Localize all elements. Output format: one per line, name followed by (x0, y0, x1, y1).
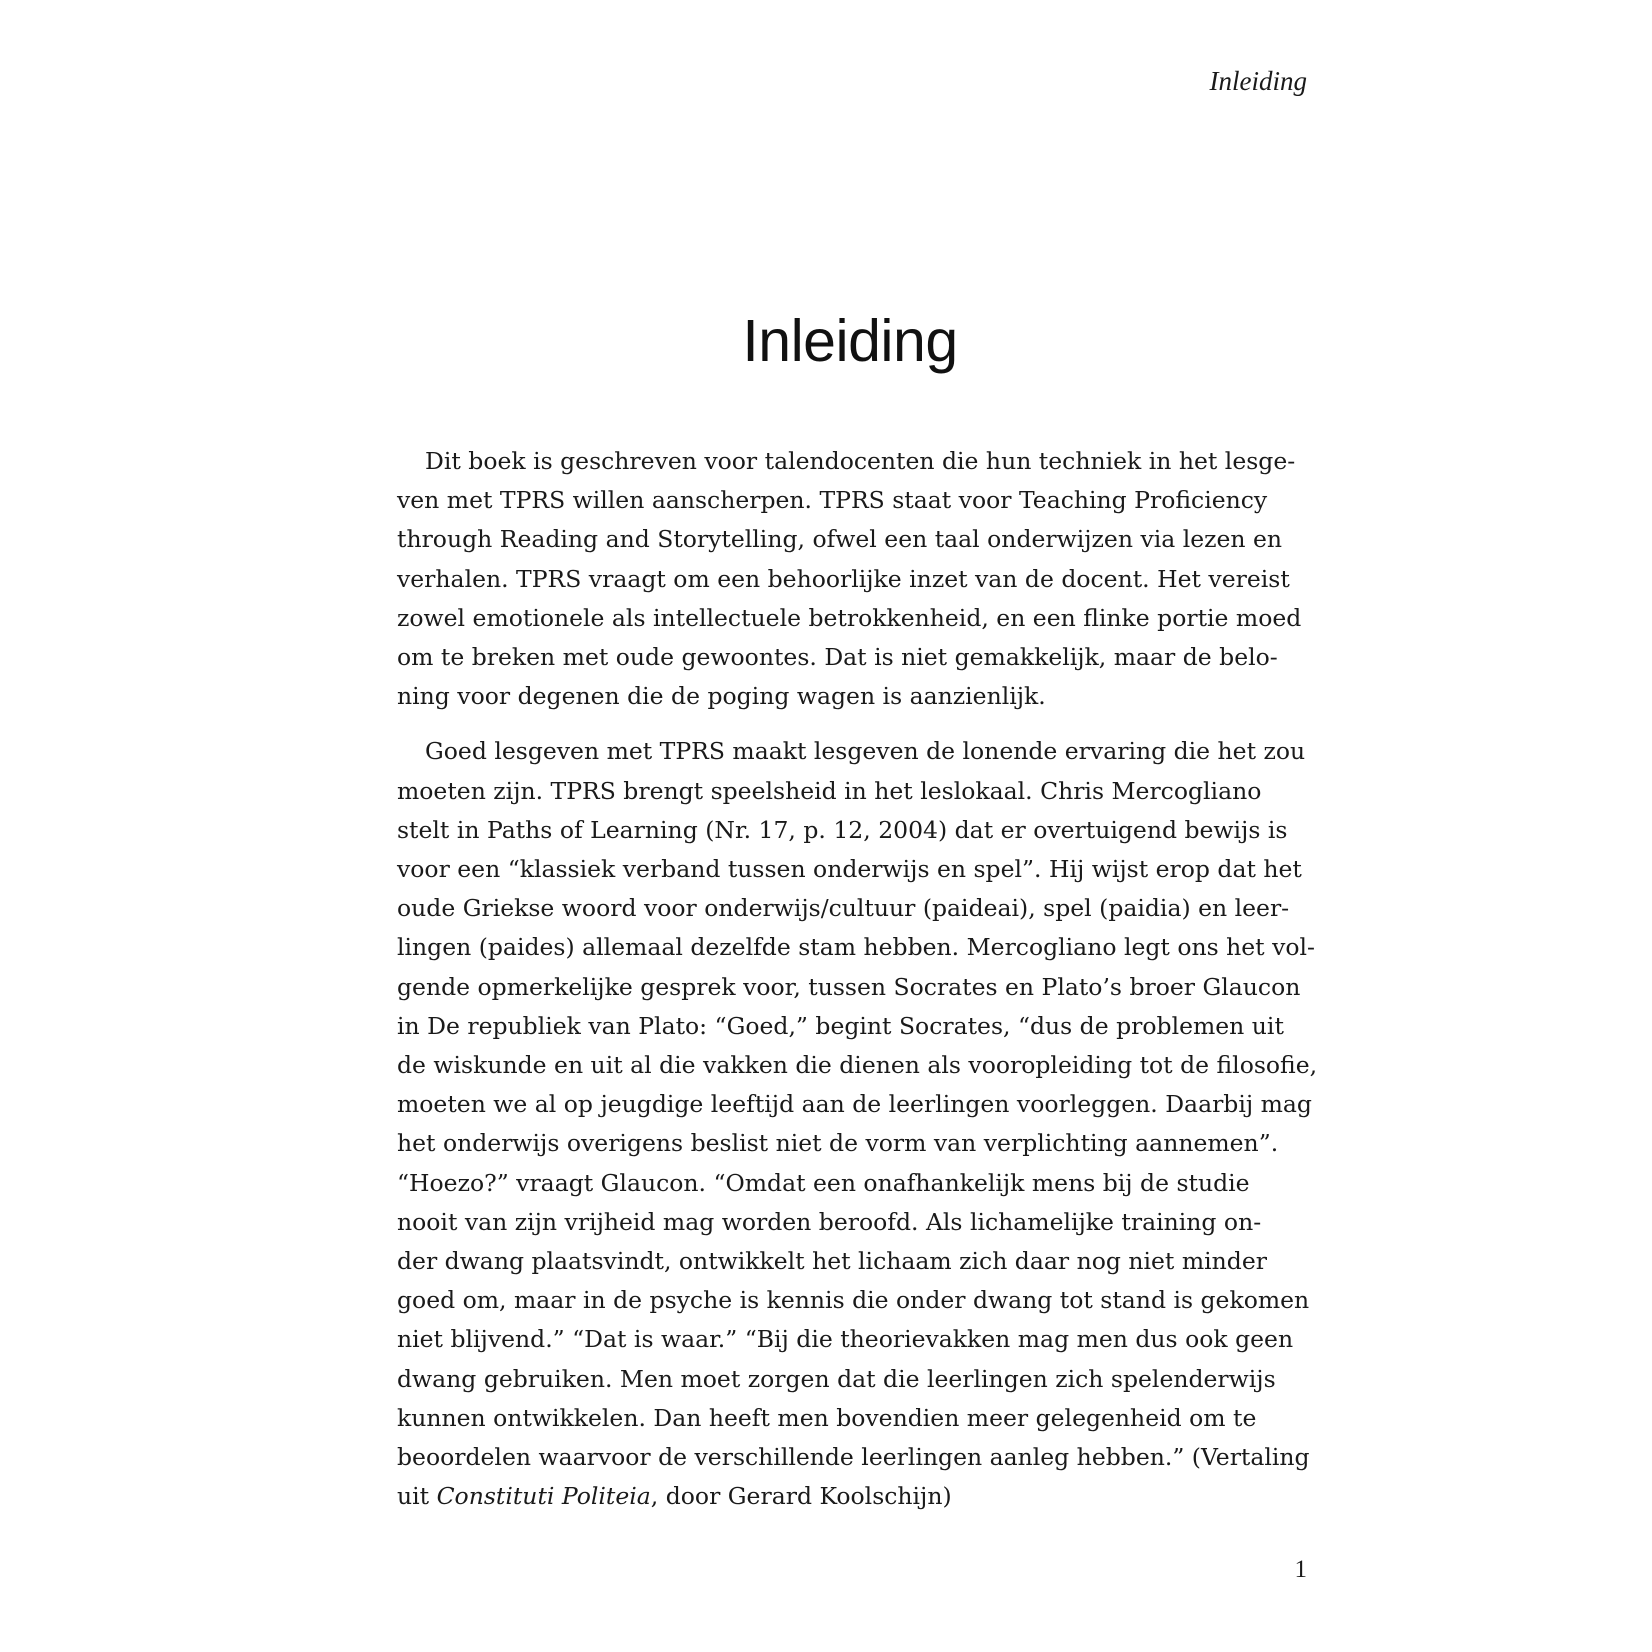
text-line: dwang gebruiken. Men moet zorgen dat die leerlingen zich spelenderwijs (397, 1364, 1276, 1393)
text-fragment: uit (397, 1482, 437, 1511)
text-line: ning voor degenen die de poging wagen is aanzienlijk. (397, 682, 1046, 711)
text-line: in De republiek van Plato: “Goed,” begint Socrates, “dus de problemen uit (397, 1011, 1284, 1040)
text-line: oude Griekse woord voor onderwijs/cultuur (paideai), spel (paidia) en leer- (397, 894, 1290, 923)
text-line: “Hoezo?” vraagt Glaucon. “Omdat een onafhankelijk mens bij de studie (397, 1168, 1250, 1197)
text-line: kunnen ontwikkelen. Dan heeft men bovendien meer gelegenheid om te (397, 1403, 1257, 1432)
body-text (397, 442, 1318, 1516)
paragraph-2 (397, 732, 1318, 1516)
running-head: Inleiding (1209, 66, 1307, 96)
page-number: 1 (1294, 1556, 1307, 1583)
paragraph-1 (397, 442, 1311, 716)
text-line: der dwang plaatsvindt, ontwikkelt het lichaam zich daar nog niet minder (397, 1247, 1267, 1276)
text-line: het onderwijs overigens beslist niet de vorm van verplichting aannemen”. (397, 1129, 1279, 1158)
text-line: de wiskunde en uit al die vakken die dienen als vooropleiding tot de filosofie, (397, 1051, 1318, 1080)
text-line: through Reading and Storytelling, ofwel een taal onderwijzen via lezen en (397, 525, 1283, 554)
text-line-last (397, 1477, 1311, 1516)
text-line: goed om, maar in de psyche is kennis die onder dwang tot stand is gekomen (397, 1286, 1310, 1315)
text-line: voor een “klassiek verband tussen onderwijs en spel”. Hij wijst erop dat het (397, 855, 1302, 884)
text-line: ven met TPRS willen aanscherpen. TPRS staat voor Teaching Proficiency (397, 486, 1268, 515)
text-line: niet blijvend.” “Dat is waar.” “Bij die theorievakken mag men dus ook geen (397, 1325, 1294, 1354)
text-line: moeten zijn. TPRS brengt speelsheid in het leslokaal. Chris Mercogliano (397, 776, 1262, 805)
chapter-title: Inleiding (742, 308, 958, 374)
text-line: nooit van zijn vrijheid mag worden beroofd. Als lichamelijke training on- (397, 1207, 1262, 1236)
text-line: lingen (paides) allemaal dezelfde stam hebben. Mercogliano legt ons het vol- (397, 933, 1315, 962)
text-line: beoordelen waarvoor de verschillende leerlingen aanleg hebben.” (Vertaling (397, 1443, 1310, 1472)
book-title-italic: Constituti Politeia (436, 1482, 651, 1511)
text-line: gende opmerkelijke gesprek voor, tussen Socrates en Plato’s broer Glaucon (397, 972, 1301, 1001)
text-line: stelt in Paths of Learning (Nr. 17, p. 12, 2004) dat er overtuigend bewijs is (397, 815, 1288, 844)
text-line: verhalen. TPRS vraagt om een behoorlijke inzet van de docent. Het vereist (397, 564, 1290, 593)
text-line: Dit boek is geschreven voor talendocenten die hun techniek in het lesge- (425, 447, 1296, 475)
text-line: Goed lesgeven met TPRS maakt lesgeven de lonende ervaring die het zou (425, 737, 1306, 766)
text-line: moeten we al op jeugdige leeftijd aan de leerlingen voorleggen. Daarbij mag (397, 1090, 1312, 1119)
text-line: om te breken met oude gewoontes. Dat is niet gemakkelijk, maar de belo- (397, 643, 1278, 672)
text-fragment: , door Gerard Koolschijn) (650, 1482, 952, 1511)
text-line: zowel emotionele als intellectuele betrokkenheid, en een flinke portie moed (397, 603, 1302, 632)
